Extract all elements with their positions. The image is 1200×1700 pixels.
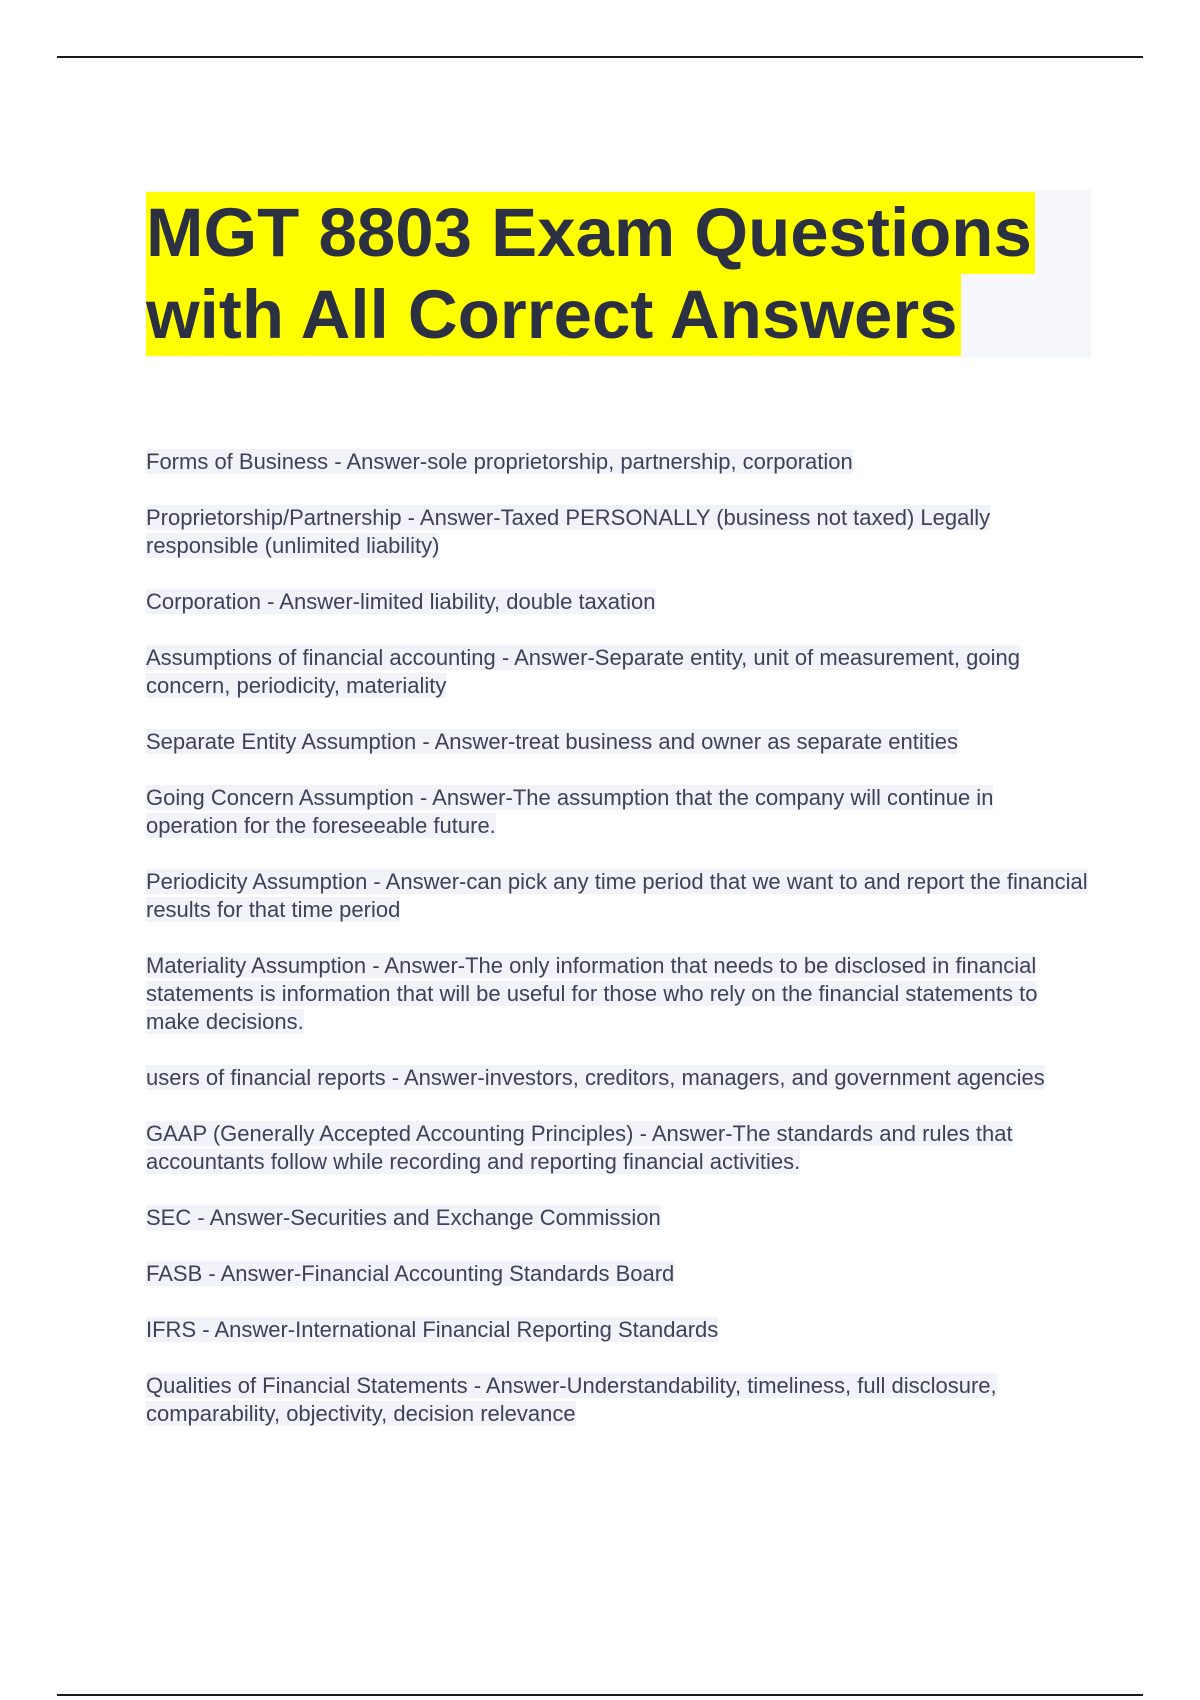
qa-text: Corporation - Answer-limited liability, double taxation	[146, 589, 656, 614]
qa-text: users of financial reports - Answer-investors, creditors, managers, and government agencies	[146, 1065, 1045, 1090]
qa-item	[146, 728, 1096, 756]
qa-text: Qualities of Financial Statements - Answer-Understandability, timeliness, full disclosure, comparability, objectivity, decision relevance	[146, 1373, 997, 1426]
qa-item	[146, 952, 1086, 1036]
qa-text: SEC - Answer-Securities and Exchange Commission	[146, 1205, 661, 1230]
qa-text: IFRS - Answer-International Financial Reporting Standards	[146, 1317, 719, 1342]
qa-item	[146, 644, 1066, 700]
qa-text: Separate Entity Assumption - Answer-treat business and owner as separate entities	[146, 729, 958, 754]
qa-item	[146, 1120, 1066, 1176]
qa-item	[146, 448, 946, 476]
qa-text: Forms of Business - Answer-sole proprietorship, partnership, corporation	[146, 449, 853, 474]
qa-item	[146, 784, 1091, 840]
qa-item	[146, 1260, 1096, 1288]
qa-item	[146, 868, 1091, 924]
qa-text: FASB - Answer-Financial Accounting Standards Board	[146, 1261, 675, 1286]
qa-text: Periodicity Assumption - Answer-can pick any time period that we want to and report the financial results for that time period	[146, 869, 1088, 922]
qa-text: GAAP (Generally Accepted Accounting Principles) - Answer-The standards and rules that accountants follow while recording and reporting financial activities.	[146, 1121, 1013, 1174]
qa-text: Proprietorship/Partnership - Answer-Taxed PERSONALLY (business not taxed) Legally responsible (unlimited liability)	[146, 505, 991, 558]
qa-list	[146, 448, 1096, 1456]
qa-item	[146, 588, 1096, 616]
qa-item	[146, 504, 1016, 560]
top-divider	[57, 56, 1143, 58]
document-title-line-2: with All Correct Answers	[146, 274, 961, 356]
qa-text: Materiality Assumption - Answer-The only information that needs to be disclosed in financial statements is information that will be useful for those who rely on the financial statements to make decisions.	[146, 953, 1038, 1034]
qa-text: Going Concern Assumption - Answer-The assumption that the company will continue in operation for the foreseeable future.	[146, 785, 994, 838]
qa-item	[146, 1316, 1096, 1344]
bottom-divider	[57, 1694, 1143, 1696]
qa-item	[146, 1064, 1046, 1092]
qa-item	[146, 1204, 1096, 1232]
qa-item	[146, 1372, 1091, 1428]
qa-text: Assumptions of financial accounting - Answer-Separate entity, unit of measurement, going concern, periodicity, materiality	[146, 645, 1020, 698]
document-title-line-1: MGT 8803 Exam Questions	[146, 192, 1035, 274]
